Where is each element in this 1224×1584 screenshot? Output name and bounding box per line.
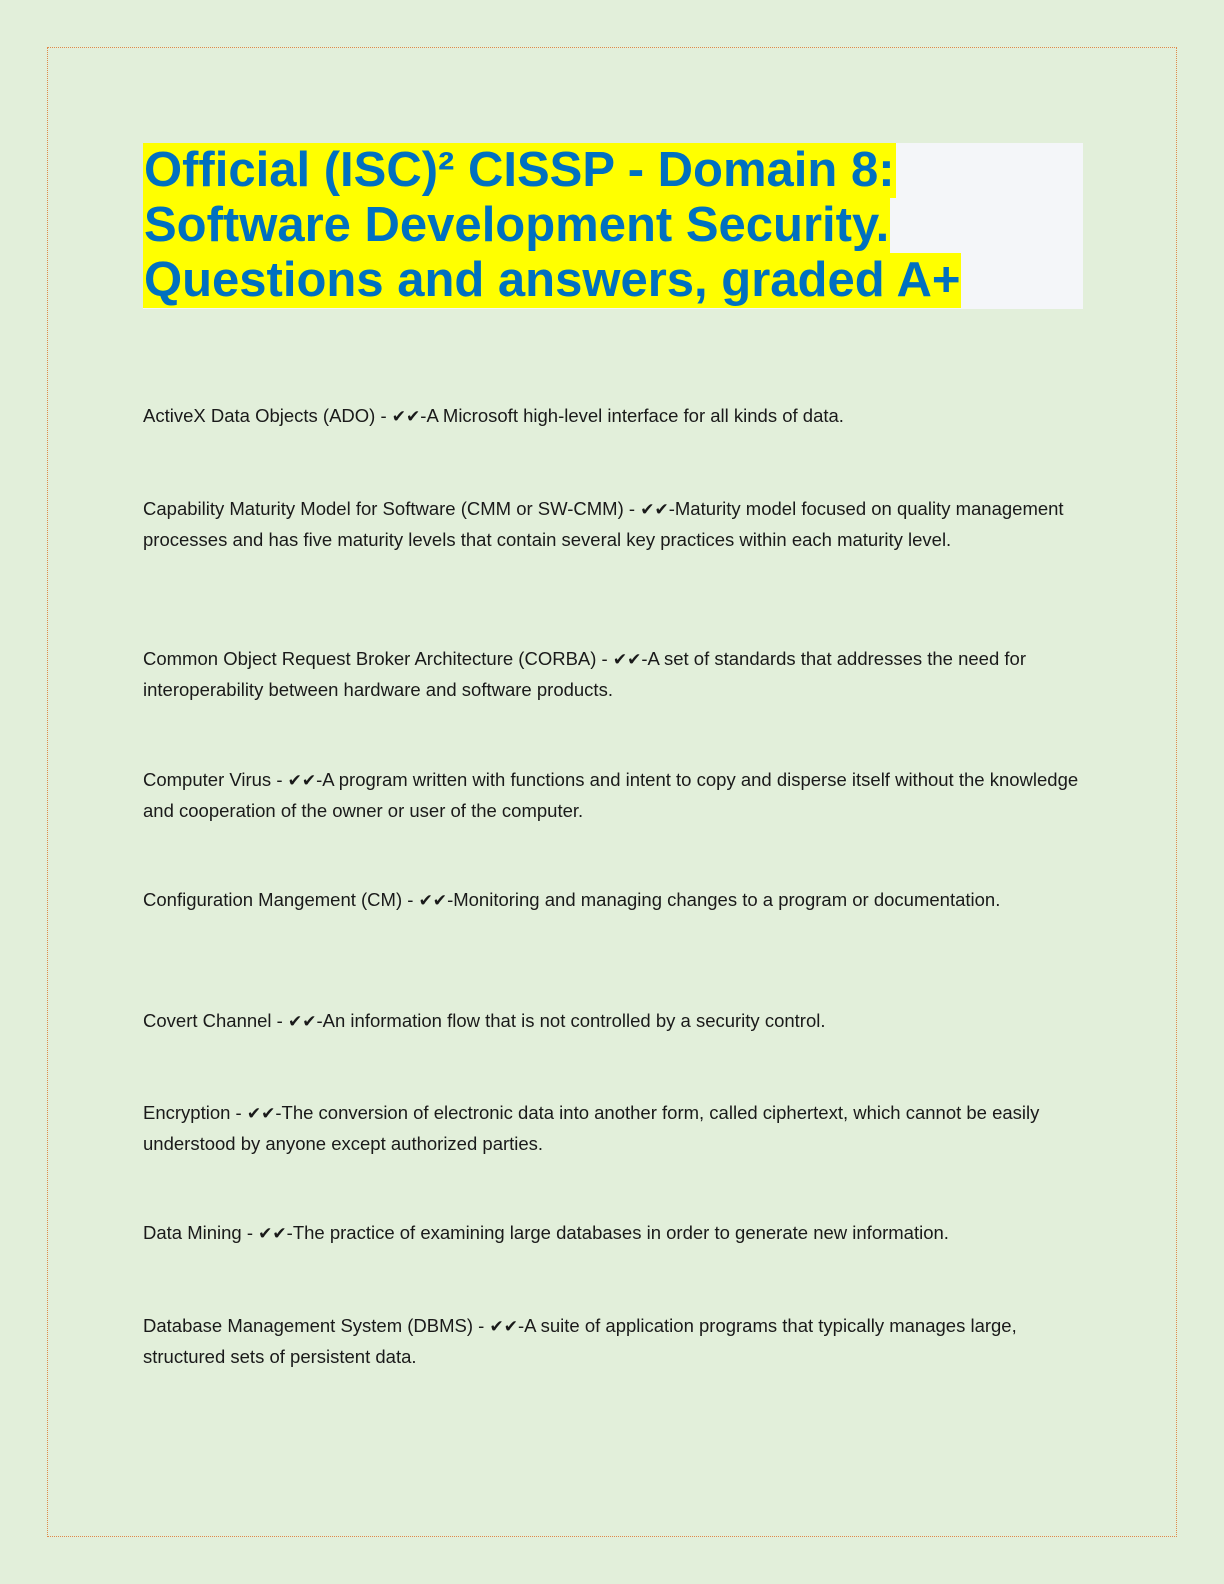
entry-term: Covert Channel [143,1010,272,1031]
entry-definition: -A Microsoft high-level interface for all kinds of data. [420,405,844,426]
entry-definition: -The practice of examining large databases in order to generate new information. [286,1222,949,1243]
double-check-icon: ✔✔ [246,1104,276,1124]
entry-separator: - [230,1102,247,1123]
double-check-icon: ✔✔ [489,1317,518,1337]
glossary-entry [143,1006,1088,1037]
entry-separator: - [596,648,613,669]
entry-definition: -A suite of application programs that typically manages large, structured sets of persistent data. [143,1315,1017,1367]
title-line-2: Software Development Security. [144,198,890,252]
entry-definition: -The conversion of electronic data into another form, called ciphertext, which cannot be easily understood by anyone except authorized parties. [143,1102,1040,1154]
entry-separator: - [623,498,641,519]
double-check-icon: ✔✔ [287,771,317,791]
entry-separator: - [375,405,392,426]
glossary-entry [143,401,1088,432]
double-check-icon: ✔✔ [258,1224,287,1244]
double-check-icon: ✔✔ [640,500,669,520]
double-check-icon: ✔✔ [391,407,421,427]
entry-term: Database Management System (DBMS) [143,1315,474,1336]
double-check-icon: ✔✔ [612,650,642,670]
glossary-entry [143,644,1088,704]
entry-term: Encryption [143,1102,231,1123]
entry-term: ActiveX Data Objects (ADO) [143,405,376,426]
entry-term: Computer Virus [143,769,272,790]
entry-separator: - [271,769,288,790]
glossary-entry [143,1311,1088,1371]
entry-definition: -A set of standards that addresses the need for interoperability between hardware and software products. [143,648,1026,700]
glossary-entry [143,765,1088,825]
title-line-1: Official (ISC)² CISSP - Domain 8: [144,143,895,197]
entry-separator: - [473,1315,490,1336]
glossary-entry [143,1098,1088,1158]
entry-definition: -Maturity model focused on quality management processes and has five maturity levels that contain several key practices within each maturity level. [143,498,1064,550]
entry-separator: - [241,1222,259,1243]
double-check-icon: ✔✔ [288,1012,317,1032]
entry-definition: -A program written with functions and intent to copy and disperse itself without the knowledge and cooperation of the owner or user of the computer. [143,769,1079,821]
entry-term: Capability Maturity Model for Software (CMM or SW-CMM) [143,498,624,519]
entry-term: Data Mining [143,1222,242,1243]
double-check-icon: ✔✔ [418,891,448,911]
entry-definition: -Monitoring and managing changes to a program or documentation. [447,889,1001,910]
document-title [143,143,1083,309]
glossary-entry [143,885,1088,916]
entry-definition: -An information flow that is not controlled by a security control. [316,1010,826,1031]
title-line-3: Questions and answers, graded A+ [144,253,961,307]
entry-separator: - [402,889,419,910]
entry-separator: - [271,1010,288,1031]
glossary-entry [143,1218,1088,1249]
entry-term: Common Object Request Broker Architecture (CORBA) [143,648,597,669]
entry-term: Configuration Mangement (CM) [143,889,403,910]
glossary-entry [143,494,1088,554]
